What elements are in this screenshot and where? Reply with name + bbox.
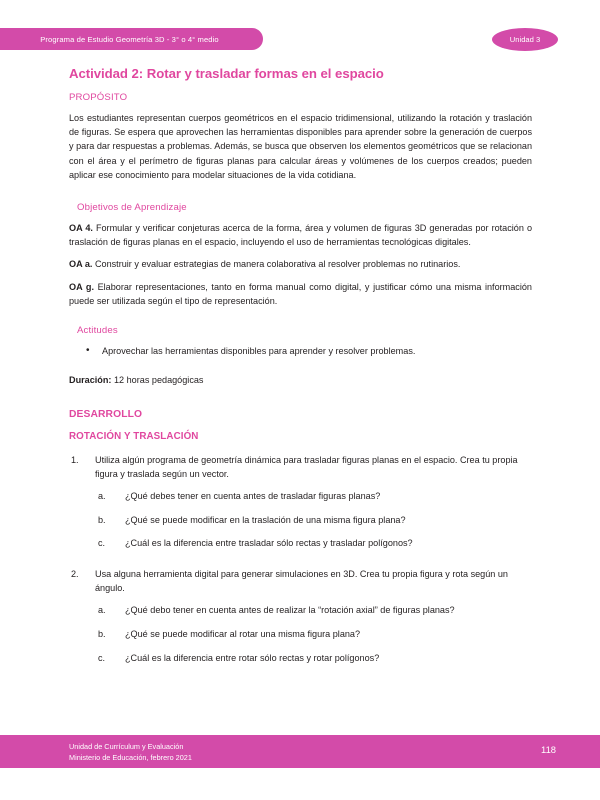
question-text: ¿Cuál es la diferencia entre rotar sólo rectas y rotar polígonos? (125, 652, 380, 663)
duracion-value: 12 horas pedagógicas (111, 374, 204, 385)
activity-text: Usa alguna herramienta digital para generar simulaciones en 3D. Crea tu propia figura y rota según un ángulo. (95, 569, 508, 594)
objetivo-item (69, 221, 532, 249)
list-item (95, 490, 532, 504)
actitudes-list (69, 344, 532, 358)
desarrollo-heading: DESARROLLO (69, 408, 143, 420)
page-header (0, 0, 600, 60)
list-item (95, 628, 532, 642)
list-item (95, 604, 532, 618)
question-marker: a. (98, 491, 106, 502)
question-marker: a. (98, 605, 106, 616)
list-item (95, 537, 532, 551)
list-item (95, 514, 532, 528)
question-marker: c. (98, 538, 106, 549)
proposito-paragraph: Los estudiantes representan cuerpos geométricos en el espacio tridimensional, utilizando la rotación y traslación de figuras. Se espera que aprovechen las herramientas disponibles para aprender sobre la generación de cuerpos y para dar respuestas a problemas. Además, se busca que observen los elementos geométricos que se relacionan con el área y el perímetro de figuras planas para calcular áreas y volúmenes de los cuerpos creados; pueden aplicar ese conocimiento para modelar situaciones de la vida cotidiana. (69, 112, 532, 180)
unit-badge (492, 28, 558, 51)
proposito-heading: PROPÓSITO (69, 91, 128, 103)
question-text: ¿Qué debes tener en cuenta antes de trasladar figuras planas? (125, 491, 381, 502)
question-text: ¿Qué se puede modificar al rotar una misma figura plana? (125, 628, 361, 639)
question-text: ¿Qué debo tener en cuenta antes de realizar la “rotación axial” de figuras planas? (125, 605, 455, 616)
objetivo-code: OA a. (69, 259, 93, 270)
program-badge (0, 28, 263, 50)
duracion-label: Duración: (69, 374, 112, 385)
page-footer (0, 735, 600, 768)
activity-text: Utiliza algún programa de geometría dinámica para trasladar figuras planas en el espacio. Crea tu propia figura y traslada según un vector. (95, 454, 518, 480)
question-marker: b. (98, 514, 106, 525)
list-item: • Aprovechar las herramientas disponibles para aprender y resolver problemas. (69, 344, 532, 358)
activity-question-list (95, 490, 532, 551)
list-item (95, 652, 532, 666)
question-text: ¿Qué se puede modificar en la traslación de una misma figura plana? (125, 514, 406, 525)
objetivo-code: OA 4. (69, 223, 93, 234)
rotacion-traslacion-heading: ROTACIÓN Y TRASLACIÓN (69, 430, 199, 442)
objetivo-text: Elaborar representaciones, tanto en forma manual como digital, y justificar cómo una misma información puede ser utilizada según el tipo de representación. (69, 281, 532, 306)
activity-item (69, 567, 532, 665)
program-badge-label: Programa de Estudio Geometría 3D - 3° o 4° medio (40, 34, 219, 44)
footer-line-1: Unidad de Currículum y Evaluación (69, 742, 184, 751)
question-marker: c. (98, 652, 106, 663)
question-text: ¿Cuál es la diferencia entre trasladar sólo rectas y trasladar polígonos? (125, 538, 413, 549)
activity-question-list (95, 604, 532, 665)
objetivos-heading: Objetivos de Aprendizaje (77, 202, 187, 214)
question-marker: b. (98, 628, 106, 639)
actitudes-heading: Actitudes (77, 324, 118, 336)
objetivo-text: Construir y evaluar estrategias de manera colaborativa al resolver problemas no rutinarios. (92, 259, 461, 270)
activity-list (69, 453, 532, 665)
document-content (69, 66, 532, 677)
footer-credits (69, 741, 192, 764)
page-title: Actividad 2: Rotar y trasladar formas en el espacio (69, 66, 384, 81)
objetivo-item (69, 257, 532, 271)
objetivo-item (69, 280, 532, 308)
footer-line-2: Ministerio de Educación, febrero 2021 (69, 753, 192, 763)
unit-badge-label: Unidad 3 (509, 35, 541, 44)
activity-item (69, 453, 532, 551)
activity-number: 2. (71, 569, 79, 580)
objetivo-text: Formular y verificar conjeturas acerca de la forma, área y volumen de figuras 3D generadas por rotación o traslación de figuras planas en el espacio, incluyendo el uso de herramientas tecnológicas digitales. (69, 223, 532, 248)
objetivo-code: OA g. (69, 281, 94, 292)
duracion-line (69, 373, 532, 387)
activity-number: 1. (71, 454, 79, 465)
page-number: 118 (541, 744, 556, 755)
